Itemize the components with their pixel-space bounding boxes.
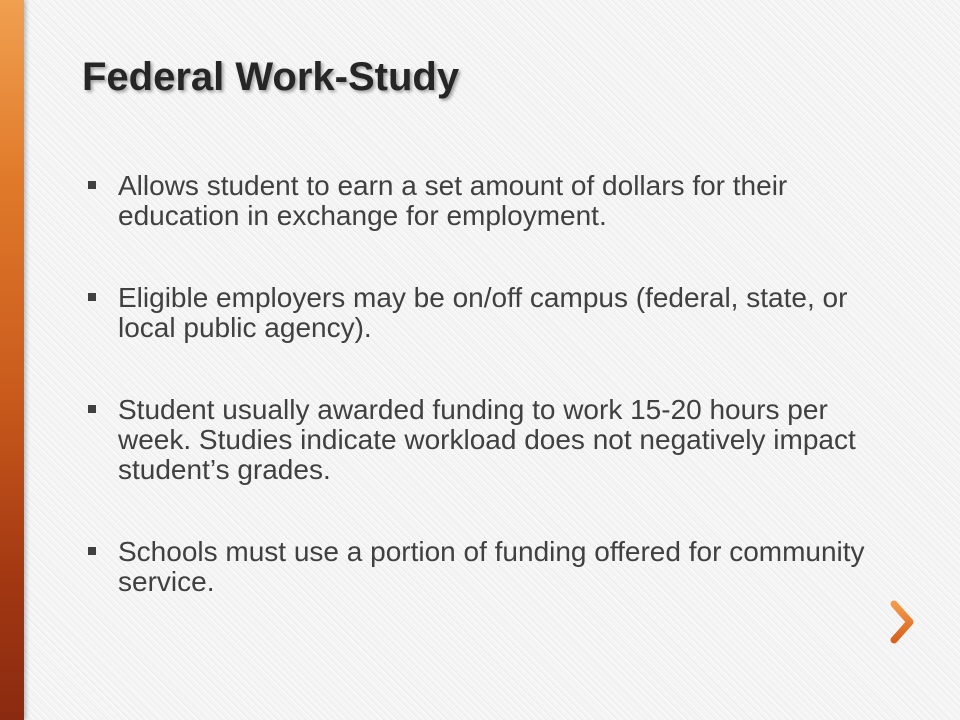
next-slide-button[interactable]: [888, 600, 918, 644]
bullet-text: Student usually awarded funding to work 15-20 hours per week. Studies indicate workload does not negatively impact student’s grades.: [118, 394, 856, 485]
bullet-item: [86, 171, 876, 231]
accent-bar: [0, 0, 24, 720]
square-bullet-icon: [88, 547, 96, 555]
square-bullet-icon: [88, 181, 96, 189]
bullet-item: [86, 395, 876, 485]
bullet-item: [86, 283, 876, 343]
bullet-text: Schools must use a portion of funding offered for community service.: [118, 536, 865, 597]
square-bullet-icon: [88, 293, 96, 301]
bullet-item: [86, 537, 876, 597]
bullet-text: Eligible employers may be on/off campus (federal, state, or local public agency).: [118, 282, 848, 343]
bullet-list: [86, 171, 876, 597]
square-bullet-icon: [88, 405, 96, 413]
slide-title: Federal Work-Study: [82, 55, 460, 99]
chevron-right-icon: [888, 600, 918, 644]
bullet-text: Allows student to earn a set amount of dollars for their education in exchange for employment.: [118, 170, 788, 231]
